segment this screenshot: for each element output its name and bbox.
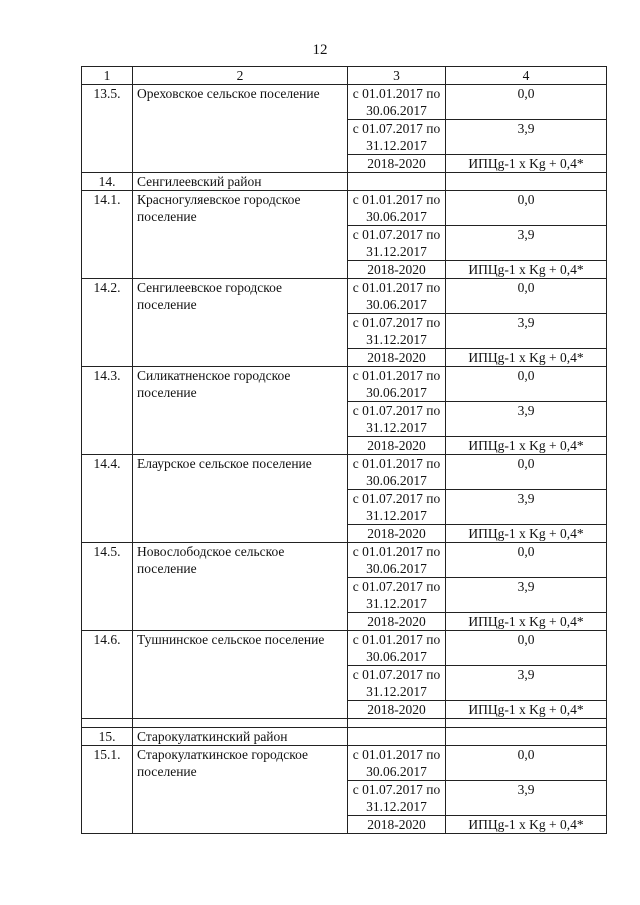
period-cell: с 01.07.2017 по 31.12.2017 xyxy=(348,490,446,525)
period-cell: 2018-2020 xyxy=(348,349,446,367)
value-cell: 3,9 xyxy=(446,402,607,437)
row-number: 14.1. xyxy=(82,191,133,279)
value-cell: 0,0 xyxy=(446,543,607,578)
settlement-name: Сенгилеевское городское поселение xyxy=(133,279,348,367)
period-cell: с 01.01.2017 по 30.06.2017 xyxy=(348,631,446,666)
period-cell: 2018-2020 xyxy=(348,261,446,279)
period-cell: с 01.01.2017 по 30.06.2017 xyxy=(348,543,446,578)
table-row xyxy=(82,543,607,578)
value-cell: 3,9 xyxy=(446,781,607,816)
period-cell: с 01.01.2017 по 30.06.2017 xyxy=(348,191,446,226)
column-header: 1 xyxy=(82,67,133,85)
table-row xyxy=(82,455,607,490)
period-cell: с 01.07.2017 по 31.12.2017 xyxy=(348,120,446,155)
settlement-name: Елаурское сельское поселение xyxy=(133,455,348,543)
period-cell: 2018-2020 xyxy=(348,155,446,173)
value-cell: ИПЦg-1 x Kg + 0,4* xyxy=(446,613,607,631)
period-cell: с 01.01.2017 по 30.06.2017 xyxy=(348,85,446,120)
period-cell: с 01.07.2017 по 31.12.2017 xyxy=(348,314,446,349)
tariff-table xyxy=(81,66,607,834)
period-cell: с 01.07.2017 по 31.12.2017 xyxy=(348,781,446,816)
empty-cell xyxy=(348,719,446,728)
value-cell: 0,0 xyxy=(446,367,607,402)
table-row xyxy=(82,367,607,402)
district-name: Старокулаткинский район xyxy=(133,728,348,746)
page-number: 12 xyxy=(312,42,328,58)
value-cell: 3,9 xyxy=(446,226,607,261)
value-cell: ИПЦg-1 x Kg + 0,4* xyxy=(446,701,607,719)
value-cell: ИПЦg-1 x Kg + 0,4* xyxy=(446,261,607,279)
settlement-name: Ореховское сельское поселение xyxy=(133,85,348,173)
value-cell: 3,9 xyxy=(446,314,607,349)
value-cell: ИПЦg-1 x Kg + 0,4* xyxy=(446,349,607,367)
value-cell: 3,9 xyxy=(446,490,607,525)
empty-cell xyxy=(446,728,607,746)
row-number: 14.4. xyxy=(82,455,133,543)
settlement-name: Старокулаткинское городское поселение xyxy=(133,746,348,834)
period-cell: с 01.01.2017 по 30.06.2017 xyxy=(348,279,446,314)
period-cell: с 01.01.2017 по 30.06.2017 xyxy=(348,367,446,402)
value-cell: 3,9 xyxy=(446,666,607,701)
table-row xyxy=(82,279,607,314)
column-header: 2 xyxy=(133,67,348,85)
value-cell: ИПЦg-1 x Kg + 0,4* xyxy=(446,155,607,173)
period-cell: 2018-2020 xyxy=(348,816,446,834)
period-cell: с 01.01.2017 по 30.06.2017 xyxy=(348,746,446,781)
district-name: Сенгилеевский район xyxy=(133,173,348,191)
table-row xyxy=(82,631,607,666)
district-name xyxy=(133,719,348,728)
value-cell: 3,9 xyxy=(446,578,607,613)
settlement-name: Тушнинское сельское поселение xyxy=(133,631,348,719)
empty-cell xyxy=(446,719,607,728)
spacer-row xyxy=(82,719,607,728)
value-cell: ИПЦg-1 x Kg + 0,4* xyxy=(446,437,607,455)
row-number: 14.5. xyxy=(82,543,133,631)
period-cell: с 01.07.2017 по 31.12.2017 xyxy=(348,226,446,261)
value-cell: 0,0 xyxy=(446,191,607,226)
period-cell: 2018-2020 xyxy=(348,613,446,631)
row-number: 15. xyxy=(82,728,133,746)
value-cell: ИПЦg-1 x Kg + 0,4* xyxy=(446,816,607,834)
table-row xyxy=(82,191,607,226)
row-number: 15.1. xyxy=(82,746,133,834)
table-row xyxy=(82,85,607,120)
district-row xyxy=(82,173,607,191)
value-cell: ИПЦg-1 x Kg + 0,4* xyxy=(446,525,607,543)
empty-cell xyxy=(348,173,446,191)
row-number: 14.3. xyxy=(82,367,133,455)
value-cell: 0,0 xyxy=(446,85,607,120)
period-cell: 2018-2020 xyxy=(348,701,446,719)
empty-cell xyxy=(446,173,607,191)
value-cell: 3,9 xyxy=(446,120,607,155)
settlement-name: Красногуляевское городское поселение xyxy=(133,191,348,279)
settlement-name: Силикатненское городское поселение xyxy=(133,367,348,455)
period-cell: с 01.01.2017 по 30.06.2017 xyxy=(348,455,446,490)
period-cell: с 01.07.2017 по 31.12.2017 xyxy=(348,578,446,613)
value-cell: 0,0 xyxy=(446,746,607,781)
period-cell: 2018-2020 xyxy=(348,525,446,543)
empty-cell xyxy=(348,728,446,746)
value-cell: 0,0 xyxy=(446,279,607,314)
table-row xyxy=(82,746,607,781)
period-cell: с 01.07.2017 по 31.12.2017 xyxy=(348,666,446,701)
settlement-name: Новослободское сельское поселение xyxy=(133,543,348,631)
value-cell: 0,0 xyxy=(446,455,607,490)
row-number: 14.2. xyxy=(82,279,133,367)
column-header: 3 xyxy=(348,67,446,85)
period-cell: с 01.07.2017 по 31.12.2017 xyxy=(348,402,446,437)
period-cell: 2018-2020 xyxy=(348,437,446,455)
table-header-row xyxy=(82,67,607,85)
row-number xyxy=(82,719,133,728)
row-number: 14. xyxy=(82,173,133,191)
district-row xyxy=(82,728,607,746)
row-number: 14.6. xyxy=(82,631,133,719)
row-number: 13.5. xyxy=(82,85,133,173)
column-header: 4 xyxy=(446,67,607,85)
value-cell: 0,0 xyxy=(446,631,607,666)
tariff-table-body xyxy=(82,67,607,834)
